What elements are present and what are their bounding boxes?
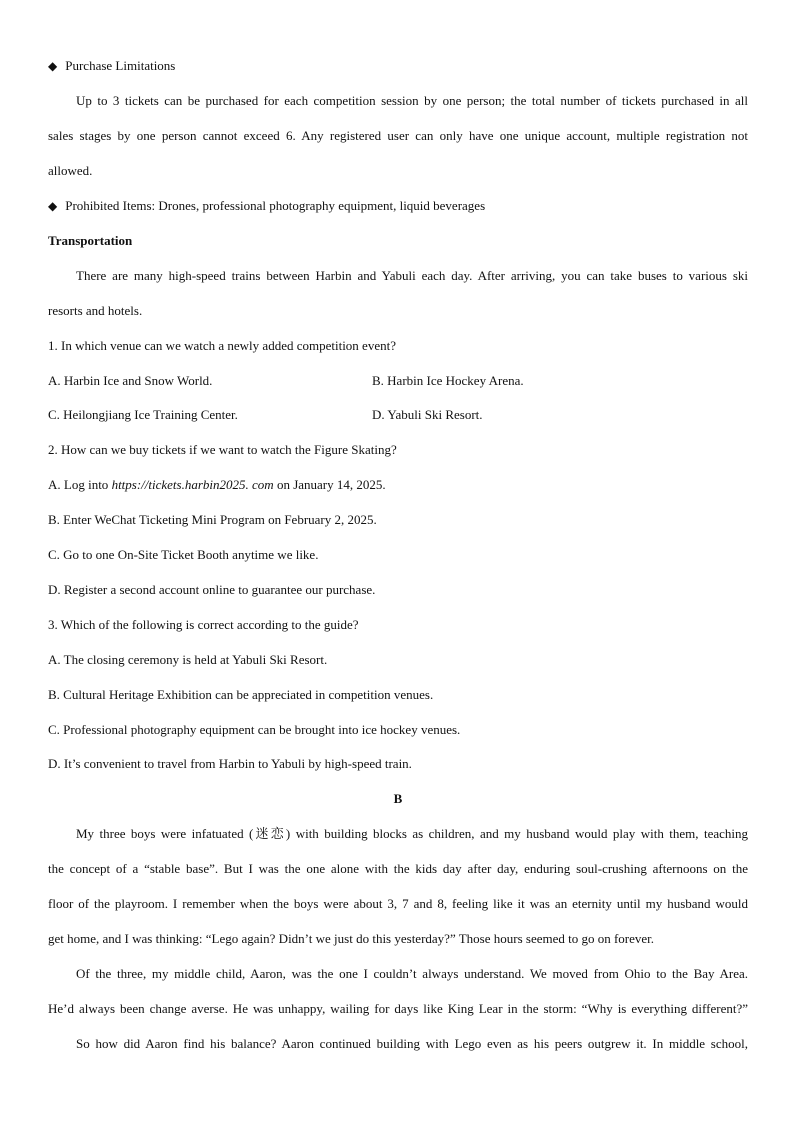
question-1-option-b: B. Harbin Ice Hockey Arena. (372, 373, 524, 388)
question-3-option-a: A. The closing ceremony is held at Yabuli Ski Resort. (48, 652, 328, 667)
question-1-stem: 1. In which venue can we watch a newly added competition event? (48, 338, 396, 353)
question-1-option-a: A. Harbin Ice and Snow World. (48, 373, 213, 388)
purchase-heading: Purchase Limitations (65, 58, 176, 73)
purchase-heading-line (48, 57, 748, 75)
purchase-line-2: sales stages by one person cannot exceed 6. Any registered user can only have one unique account, multiple registration not (48, 128, 748, 143)
question-2-option-a-prefix: A. Log into (48, 477, 112, 492)
question-2-option-a (48, 476, 748, 494)
passage-b-p1-line-1: My three boys were infatuated (迷恋) with building blocks as children, and my husband would play with them, teaching (76, 826, 748, 841)
prohibited-line (48, 197, 748, 215)
purchase-line-3: allowed. (48, 163, 93, 178)
question-3-option-c: C. Professional photography equipment can be brought into ice hockey venues. (48, 722, 461, 737)
question-1-options-cd (48, 406, 748, 424)
question-1-option-d: D. Yabuli Ski Resort. (372, 407, 483, 422)
transportation-line-1: There are many high-speed trains between Harbin and Yabuli each day. After arriving, you can take buses to various ski (76, 268, 748, 283)
diamond-bullet-icon: ◆ (48, 199, 58, 213)
transportation-line-2: resorts and hotels. (48, 303, 143, 318)
question-1-option-c: C. Heilongjiang Ice Training Center. (48, 407, 238, 422)
diamond-bullet-icon: ◆ (48, 59, 58, 73)
passage-b-p1-line-3: floor of the playroom. I remember when the boys were about 3, 7 and 8, feeling like it was an eternity until my husband would (48, 896, 748, 911)
question-2-option-d: D. Register a second account online to guarantee our purchase. (48, 582, 376, 597)
question-3-stem: 3. Which of the following is correct according to the guide? (48, 617, 359, 632)
prohibited-text: Prohibited Items: Drones, professional photography equipment, liquid beverages (65, 198, 486, 213)
question-3-option-d: D. It’s convenient to travel from Harbin to Yabuli by high-speed train. (48, 756, 412, 771)
passage-b-p1-line-4: get home, and I was thinking: “Lego again? Didn’t we just do this yesterday?” Those hours seemed to go on forever. (48, 931, 655, 946)
question-2-option-a-url: https://tickets.harbin2025. com (111, 477, 274, 492)
question-1-options-ab (48, 372, 748, 390)
question-2-option-b: B. Enter WeChat Ticketing Mini Program on February 2, 2025. (48, 512, 377, 527)
purchase-line-1: Up to 3 tickets can be purchased for each competition session by one person; the total number of tickets purchased in all (76, 93, 748, 108)
transportation-heading: Transportation (48, 233, 133, 248)
question-2-option-c: C. Go to one On-Site Ticket Booth anytime we like. (48, 547, 319, 562)
passage-b-p1-line-2: the concept of a “stable base”. But I was the one alone with the kids day after day, enduring soul-crushing afternoons on the (48, 861, 748, 876)
passage-b-p2-line-2: He’d always been change averse. He was unhappy, wailing for days like King Lear in the storm: “Why is everything different?” (48, 1001, 748, 1016)
passage-b-p2-line-1: Of the three, my middle child, Aaron, was the one I couldn’t always understand. We moved from Ohio to the Bay Area. (76, 966, 748, 981)
passage-b-p3-line-1: So how did Aaron find his balance? Aaron continued building with Lego even as his peers outgrew it. In middle school, (76, 1036, 748, 1051)
question-3-option-b: B. Cultural Heritage Exhibition can be appreciated in competition venues. (48, 687, 434, 702)
question-2-stem: 2. How can we buy tickets if we want to watch the Figure Skating? (48, 442, 397, 457)
section-b-label: B (393, 791, 403, 806)
question-2-option-a-suffix: on January 14, 2025. (273, 477, 386, 492)
